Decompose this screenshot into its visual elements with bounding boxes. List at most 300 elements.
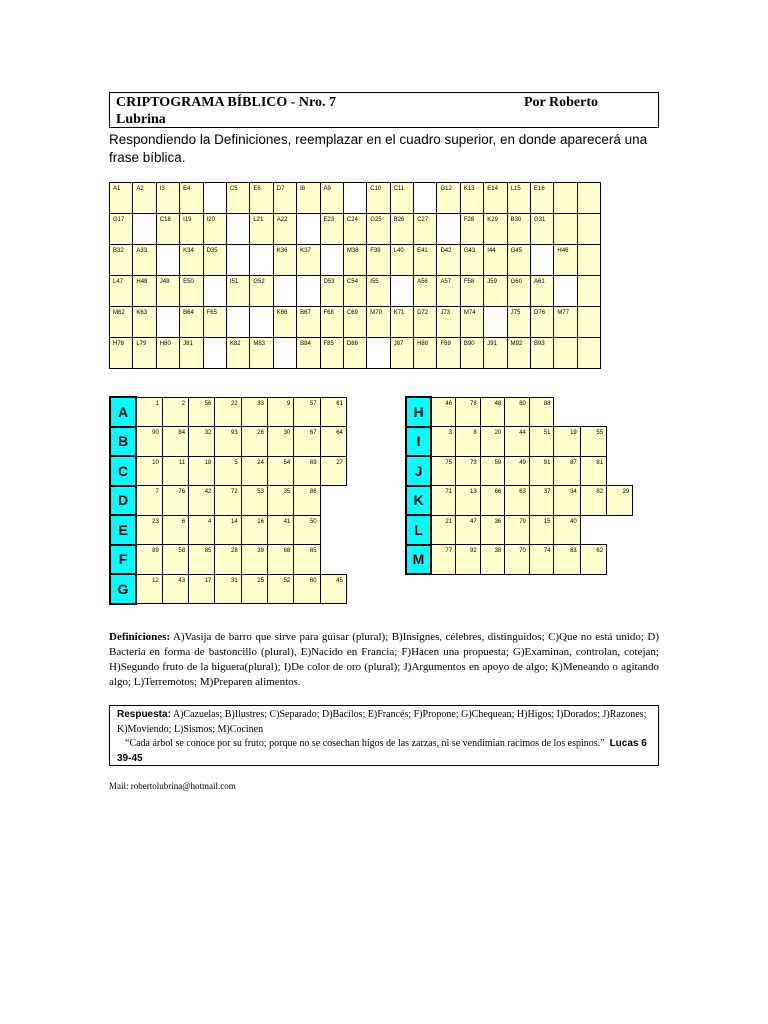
grid-cell bbox=[390, 214, 413, 245]
key-cell bbox=[189, 427, 215, 457]
grid-cell-label: G60 bbox=[510, 279, 522, 285]
grid-cell bbox=[577, 307, 600, 338]
key-cell-number: 45 bbox=[336, 577, 343, 584]
grid-cell bbox=[531, 214, 554, 245]
grid-cell-label: J87 bbox=[393, 341, 404, 347]
grid-cell-label: I8 bbox=[300, 186, 306, 192]
key-cell-number: 22 bbox=[231, 400, 238, 407]
grid-cell-label: H80 bbox=[159, 341, 171, 347]
grid-cell-label: L47 bbox=[113, 279, 124, 285]
grid-row bbox=[110, 276, 601, 307]
key-cell bbox=[162, 515, 188, 545]
key-row-h bbox=[406, 397, 633, 427]
author-name: Por Roberto bbox=[524, 95, 598, 110]
grid-cell-label: C24 bbox=[346, 217, 358, 223]
grid-cell bbox=[367, 245, 390, 276]
key-cell-number: 90 bbox=[152, 430, 159, 436]
grid-cell bbox=[554, 307, 577, 338]
key-cell-number: 43 bbox=[178, 577, 186, 584]
key-cell bbox=[529, 486, 554, 516]
grid-cell bbox=[414, 307, 437, 338]
key-cell bbox=[480, 427, 505, 457]
grid-blank-cell bbox=[133, 214, 156, 245]
grid-cell-label: I19 bbox=[183, 217, 192, 223]
grid-blank-cell bbox=[367, 338, 390, 369]
grid-cell-label: E23 bbox=[323, 217, 335, 223]
grid-cell bbox=[203, 245, 226, 276]
key-cell bbox=[136, 545, 162, 575]
grid-row bbox=[110, 307, 601, 338]
key-cell bbox=[529, 545, 554, 575]
key-cell bbox=[294, 397, 320, 427]
grid-cell-label: J81 bbox=[183, 341, 193, 347]
grid-cell-label: M38 bbox=[346, 248, 359, 254]
key-cell-number: 21 bbox=[445, 518, 453, 525]
grid-cell bbox=[273, 183, 296, 214]
grid-cell-label: G12 bbox=[440, 186, 452, 192]
grid-cell-label: H46 bbox=[557, 248, 569, 254]
key-cell-number: 64 bbox=[336, 430, 343, 436]
grid-cell bbox=[554, 183, 577, 214]
key-cell-number: 74 bbox=[543, 548, 551, 554]
grid-cell bbox=[180, 307, 203, 338]
grid-cell bbox=[226, 338, 249, 369]
grid-cell bbox=[460, 183, 483, 214]
grid-cell bbox=[484, 183, 507, 214]
grid-cell-label: C10 bbox=[370, 186, 382, 192]
grid-cell bbox=[484, 214, 507, 245]
key-cell bbox=[294, 515, 320, 545]
key-empty bbox=[607, 545, 633, 575]
key-row-k bbox=[406, 486, 633, 516]
key-empty bbox=[320, 486, 346, 516]
key-empty bbox=[580, 515, 606, 545]
grid-cell bbox=[297, 245, 320, 276]
grid-cell bbox=[507, 214, 530, 245]
grid-cell bbox=[507, 245, 530, 276]
grid-cell bbox=[273, 245, 296, 276]
grid-blank-cell bbox=[273, 276, 296, 307]
grid-blank-cell bbox=[437, 214, 460, 245]
key-cell bbox=[267, 427, 293, 457]
grid-cell bbox=[390, 245, 413, 276]
key-cell-number: 48 bbox=[494, 400, 502, 407]
key-cell bbox=[529, 515, 554, 545]
grid-cell bbox=[437, 245, 460, 276]
key-table-right bbox=[405, 396, 633, 575]
key-cell bbox=[215, 427, 241, 457]
grid-cell bbox=[180, 276, 203, 307]
key-cell-number: 72 bbox=[231, 489, 238, 495]
key-letter: I bbox=[406, 427, 431, 457]
key-cell-number: 67 bbox=[309, 430, 317, 436]
grid-cell-label: C54 bbox=[346, 279, 358, 285]
grid-cell bbox=[531, 307, 554, 338]
key-cell bbox=[215, 574, 241, 604]
grid-cell-label: K82 bbox=[229, 341, 241, 347]
grid-cell bbox=[133, 338, 156, 369]
key-cell-number: 49 bbox=[519, 459, 526, 466]
key-cell-number: 66 bbox=[494, 489, 502, 495]
grid-cell bbox=[343, 245, 366, 276]
key-cell-number: 15 bbox=[543, 518, 551, 525]
grid-cell bbox=[390, 338, 413, 369]
key-cell-number: 29 bbox=[622, 489, 630, 495]
key-cell bbox=[505, 427, 530, 457]
key-cell bbox=[554, 515, 580, 545]
key-cell bbox=[294, 574, 320, 604]
key-cell-number: 87 bbox=[570, 459, 577, 466]
key-cell bbox=[456, 456, 481, 486]
grid-cell-label: G25 bbox=[370, 217, 382, 223]
key-letter: M bbox=[406, 545, 431, 575]
grid-cell bbox=[110, 307, 133, 338]
key-cell-number: 5 bbox=[234, 459, 238, 466]
key-cell-number: 52 bbox=[283, 577, 291, 584]
grid-cell bbox=[414, 245, 437, 276]
grid-cell-label: F28 bbox=[463, 217, 475, 223]
grid-cell bbox=[460, 214, 483, 245]
key-cell bbox=[241, 486, 267, 516]
grid-cell-label: H78 bbox=[113, 341, 125, 347]
key-letter: L bbox=[406, 515, 431, 545]
grid-cell bbox=[484, 276, 507, 307]
key-cell-number: 47 bbox=[470, 518, 477, 525]
grid-cell-label: B93 bbox=[534, 341, 545, 347]
grid-cell bbox=[367, 183, 390, 214]
key-cell bbox=[456, 545, 481, 575]
grid-blank-cell bbox=[484, 307, 507, 338]
grid-cell-label: F89 bbox=[440, 341, 451, 347]
key-cell bbox=[162, 427, 188, 457]
grid-cell bbox=[320, 307, 343, 338]
grid-cell bbox=[437, 276, 460, 307]
grid-cell bbox=[180, 338, 203, 369]
grid-cell bbox=[250, 183, 273, 214]
key-cell-number: 8 bbox=[473, 430, 477, 436]
key-cell bbox=[456, 427, 481, 457]
grid-cell-label: M74 bbox=[463, 310, 476, 316]
grid-cell-label: B84 bbox=[300, 341, 311, 347]
key-cell bbox=[431, 545, 456, 575]
grid-cell bbox=[414, 276, 437, 307]
grid-cell-label: L15 bbox=[510, 186, 521, 192]
key-cell-number: 38 bbox=[494, 548, 502, 554]
key-cell bbox=[554, 427, 580, 457]
key-cell bbox=[136, 486, 162, 516]
page-title: CRIPTOGRAMA BÍBLICO - Nro. 7 bbox=[116, 95, 337, 110]
key-cell bbox=[480, 486, 505, 516]
grid-cell-label: F39 bbox=[370, 248, 381, 254]
grid-cell bbox=[180, 245, 203, 276]
grid-cell-label: A9 bbox=[323, 186, 331, 192]
key-cell-number: 75 bbox=[445, 459, 453, 466]
cryptogram-grid bbox=[109, 182, 601, 369]
grid-cell-label: J59 bbox=[487, 279, 497, 285]
key-empty bbox=[607, 397, 633, 427]
answer-box bbox=[109, 705, 659, 766]
key-cell bbox=[189, 545, 215, 575]
grid-cell bbox=[226, 276, 249, 307]
grid-cell bbox=[156, 338, 179, 369]
grid-cell-label: D76 bbox=[534, 310, 546, 316]
key-cell bbox=[136, 427, 162, 457]
key-cell bbox=[456, 515, 481, 545]
key-cell bbox=[505, 397, 530, 427]
grid-blank-cell bbox=[250, 307, 273, 338]
grid-cell-label: I55 bbox=[370, 279, 379, 285]
key-cell-number: 23 bbox=[152, 518, 159, 525]
grid-cell bbox=[460, 245, 483, 276]
key-cell bbox=[431, 515, 456, 545]
grid-cell-label: K34 bbox=[183, 248, 194, 254]
grid-blank-cell bbox=[554, 276, 577, 307]
grid-row bbox=[110, 338, 601, 369]
grid-cell bbox=[577, 214, 600, 245]
grid-cell-label: I51 bbox=[229, 279, 239, 285]
key-cell bbox=[189, 486, 215, 516]
definitions-label: Definiciones: bbox=[109, 631, 171, 643]
key-cell bbox=[215, 486, 241, 516]
key-cell-number: 80 bbox=[519, 400, 526, 407]
key-cell bbox=[294, 545, 320, 575]
key-row-f bbox=[110, 545, 346, 575]
grid-row bbox=[110, 245, 601, 276]
key-row-c bbox=[110, 456, 346, 486]
key-cell bbox=[162, 397, 188, 427]
grid-cell bbox=[320, 183, 343, 214]
key-empty bbox=[607, 427, 633, 457]
grid-cell bbox=[343, 338, 366, 369]
key-cell bbox=[241, 574, 267, 604]
grid-cell bbox=[414, 214, 437, 245]
key-row-a bbox=[110, 397, 346, 427]
key-letter: F bbox=[110, 545, 136, 575]
grid-cell-label: D42 bbox=[440, 248, 452, 254]
key-letter: E bbox=[110, 515, 136, 545]
grid-blank-cell bbox=[203, 276, 226, 307]
author-surname: Lubrina bbox=[116, 112, 166, 127]
key-cell bbox=[480, 515, 505, 545]
grid-cell-label: E6 bbox=[253, 186, 261, 192]
title-box bbox=[109, 92, 659, 128]
grid-cell-label: C27 bbox=[417, 217, 429, 223]
key-cell-number: 35 bbox=[283, 489, 291, 495]
grid-cell-label: L40 bbox=[393, 248, 404, 254]
key-cell bbox=[456, 486, 481, 516]
grid-cell bbox=[133, 307, 156, 338]
key-cell bbox=[505, 486, 530, 516]
grid-cell bbox=[320, 276, 343, 307]
instructions: Respondiendo la Definiciones, reemplazar en el cuadro superior, en donde aparecerá una frase bíblica. bbox=[109, 132, 648, 165]
key-cell bbox=[215, 545, 241, 575]
grid-cell bbox=[507, 307, 530, 338]
grid-cell bbox=[156, 214, 179, 245]
grid-cell-label: B90 bbox=[463, 341, 475, 347]
key-letter: A bbox=[110, 397, 136, 427]
grid-cell-label: C18 bbox=[159, 217, 171, 223]
grid-cell bbox=[110, 245, 133, 276]
grid-cell bbox=[156, 183, 179, 214]
key-cell bbox=[267, 574, 293, 604]
grid-cell-label: M83 bbox=[253, 341, 266, 347]
key-cell-number: 20 bbox=[494, 430, 502, 436]
grid-cell-label: G31 bbox=[534, 217, 546, 223]
key-cell-number: 12 bbox=[152, 577, 159, 584]
grid-cell bbox=[110, 183, 133, 214]
grid-cell bbox=[297, 307, 320, 338]
key-cell bbox=[580, 456, 606, 486]
grid-blank-cell bbox=[226, 214, 249, 245]
grid-cell-label: E16 bbox=[534, 186, 545, 192]
grid-cell-label: D72 bbox=[417, 310, 429, 316]
grid-cell-label: E41 bbox=[417, 248, 428, 254]
key-cell bbox=[162, 545, 188, 575]
key-cell-number: 76 bbox=[178, 489, 186, 495]
grid-blank-cell bbox=[226, 245, 249, 276]
key-cell-number: 11 bbox=[178, 459, 186, 466]
grid-cell bbox=[343, 307, 366, 338]
key-cell-number: 61 bbox=[336, 400, 343, 407]
key-cell bbox=[320, 427, 346, 457]
grid-cell bbox=[320, 338, 343, 369]
key-cell-number: 32 bbox=[204, 430, 212, 436]
grid-cell bbox=[484, 338, 507, 369]
grid-cell-label: C11 bbox=[393, 186, 405, 192]
key-cell-number: 24 bbox=[257, 459, 264, 466]
grid-cell-label: I20 bbox=[206, 217, 215, 223]
grid-cell-label: F65 bbox=[206, 310, 217, 316]
key-cell bbox=[136, 515, 162, 545]
grid-blank-cell bbox=[273, 338, 296, 369]
grid-cell-label: H88 bbox=[417, 341, 429, 347]
grid-row bbox=[110, 214, 601, 245]
key-cell bbox=[431, 397, 456, 427]
grid-blank-cell bbox=[156, 245, 179, 276]
grid-cell-label: G45 bbox=[510, 248, 522, 254]
grid-cell-label: D86 bbox=[346, 341, 358, 347]
grid-blank-cell bbox=[531, 245, 554, 276]
grid-cell-label: J73 bbox=[440, 310, 451, 316]
key-cell bbox=[241, 545, 267, 575]
grid-row bbox=[110, 183, 601, 214]
grid-cell bbox=[507, 276, 530, 307]
key-cell-number: 9 bbox=[286, 400, 291, 407]
key-cell bbox=[529, 456, 554, 486]
key-letter: C bbox=[110, 456, 136, 486]
grid-cell-label: K66 bbox=[276, 310, 288, 316]
grid-cell-label: B32 bbox=[113, 248, 124, 254]
key-cell bbox=[215, 397, 241, 427]
key-row-j bbox=[406, 456, 633, 486]
key-row-m bbox=[406, 545, 633, 575]
grid-cell bbox=[320, 214, 343, 245]
key-cell bbox=[580, 427, 606, 457]
key-letter: D bbox=[110, 486, 136, 516]
grid-cell bbox=[531, 276, 554, 307]
grid-cell bbox=[554, 338, 577, 369]
key-cell-number: 81 bbox=[596, 459, 604, 466]
key-cell bbox=[456, 397, 481, 427]
bible-quote: “Cada árbol se conoce por su fruto; porque no se cosechan higos de las zarzas, ni se vendimian racimos de los espinos.” bbox=[125, 738, 605, 749]
grid-blank-cell bbox=[250, 245, 273, 276]
key-cell-number: 6 bbox=[181, 518, 186, 525]
key-cell-number: 63 bbox=[519, 489, 526, 495]
grid-cell bbox=[203, 214, 226, 245]
key-cell bbox=[554, 486, 580, 516]
key-table-left bbox=[109, 396, 347, 605]
key-cell bbox=[241, 427, 267, 457]
key-cell-number: 83 bbox=[570, 548, 577, 554]
grid-cell bbox=[250, 338, 273, 369]
grid-cell bbox=[367, 307, 390, 338]
grid-cell bbox=[250, 276, 273, 307]
key-row-d bbox=[110, 486, 346, 516]
grid-cell-label: M62 bbox=[113, 310, 125, 316]
grid-cell-label: A33 bbox=[136, 248, 148, 254]
grid-cell-label: I44 bbox=[487, 248, 496, 254]
key-cell-number: 42 bbox=[204, 489, 212, 495]
key-cell bbox=[554, 456, 580, 486]
grid-blank-cell bbox=[203, 183, 226, 214]
key-cell-number: 69 bbox=[309, 459, 317, 466]
key-cell bbox=[267, 545, 293, 575]
grid-cell-label: I3 bbox=[159, 186, 165, 192]
key-cell bbox=[529, 427, 554, 457]
key-cell bbox=[505, 456, 530, 486]
key-cell-number: 25 bbox=[257, 577, 264, 584]
grid-cell-label: A56 bbox=[417, 279, 428, 285]
grid-cell-label: A57 bbox=[440, 279, 452, 285]
grid-cell-label: D35 bbox=[206, 248, 218, 254]
key-cell-number: 41 bbox=[283, 518, 291, 525]
grid-cell-label: A61 bbox=[534, 279, 545, 285]
key-cell-number: 91 bbox=[543, 459, 551, 466]
key-cell bbox=[241, 456, 267, 486]
key-cell-number: 44 bbox=[519, 430, 526, 436]
grid-cell bbox=[437, 183, 460, 214]
grid-blank-cell bbox=[320, 245, 343, 276]
key-cell bbox=[241, 397, 267, 427]
key-cell-number: 89 bbox=[152, 548, 159, 554]
grid-cell bbox=[367, 276, 390, 307]
key-cell-number: 1 bbox=[155, 400, 159, 407]
key-cell-number: 85 bbox=[204, 548, 212, 554]
key-cell bbox=[189, 515, 215, 545]
key-cell bbox=[431, 427, 456, 457]
key-cell-number: 17 bbox=[204, 577, 212, 584]
key-cell-number: 70 bbox=[519, 548, 526, 554]
grid-cell-label: J49 bbox=[159, 279, 170, 285]
key-empty bbox=[554, 397, 580, 427]
key-cell-number: 19 bbox=[570, 430, 577, 436]
grid-cell-label: K37 bbox=[300, 248, 311, 254]
grid-cell bbox=[554, 214, 577, 245]
key-cell-number: 53 bbox=[257, 489, 264, 495]
grid-cell-label: F68 bbox=[323, 310, 334, 316]
key-cell bbox=[529, 397, 554, 427]
grid-cell-label: D53 bbox=[323, 279, 335, 285]
key-cell-number: 86 bbox=[309, 489, 317, 495]
key-cell-number: 46 bbox=[445, 400, 453, 407]
grid-cell bbox=[156, 276, 179, 307]
grid-cell-label: B30 bbox=[510, 217, 522, 223]
key-empty bbox=[320, 515, 346, 545]
key-cell bbox=[320, 574, 346, 604]
grid-blank-cell bbox=[297, 214, 320, 245]
definitions bbox=[109, 630, 659, 690]
grid-cell-label: K36 bbox=[276, 248, 288, 254]
